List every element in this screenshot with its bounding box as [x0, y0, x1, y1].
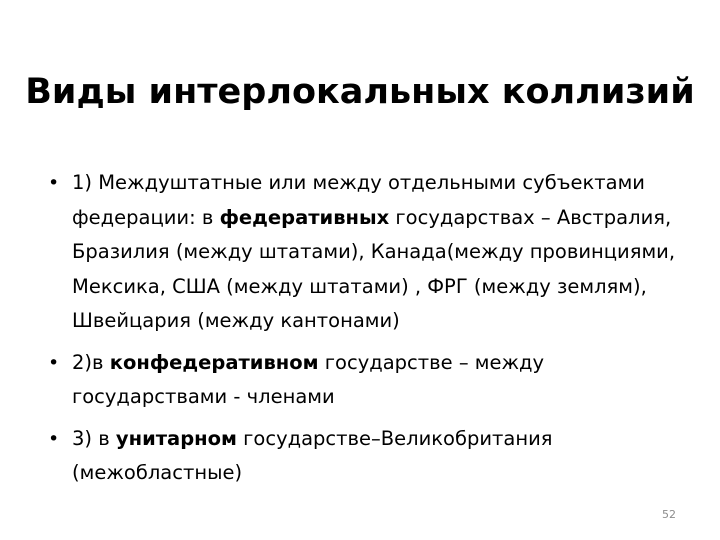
- bullet-text-pre: 3) в: [72, 426, 116, 450]
- bullet-text-pre: 2)в: [72, 350, 110, 374]
- bullet-text-post: государстве–Великобритания (межобластные): [72, 426, 553, 484]
- page-number: 52: [662, 508, 676, 521]
- bullet-text-bold: унитарном: [115, 426, 237, 450]
- bullet-text-post: государствах – Австралия, Бразилия (между штатами), Канада(между провинциями, Мексика, США (между штатами) , ФРГ (между землям), Швейцария (между кантонами): [72, 205, 676, 332]
- bullet-item-3: [48, 422, 688, 491]
- bullet-text-post: государстве – между государствами - членами: [72, 350, 545, 408]
- bullet-text-bold: конфедеративном: [109, 350, 319, 374]
- bullet-item-1: [48, 166, 688, 339]
- bullet-text-bold: федеративных: [219, 205, 390, 229]
- bullet-item-2: [48, 346, 688, 415]
- bullet-dot-icon: •: [48, 427, 60, 450]
- bullet-text-pre: 1) Междуштатные или между отдельными субъектами федерации: в: [72, 171, 645, 229]
- bullet-list: [48, 166, 688, 498]
- bullet-dot-icon: •: [48, 172, 60, 194]
- bullet-dot-icon: •: [48, 351, 60, 374]
- slide-title: Виды интерлокальных коллизий: [25, 72, 695, 112]
